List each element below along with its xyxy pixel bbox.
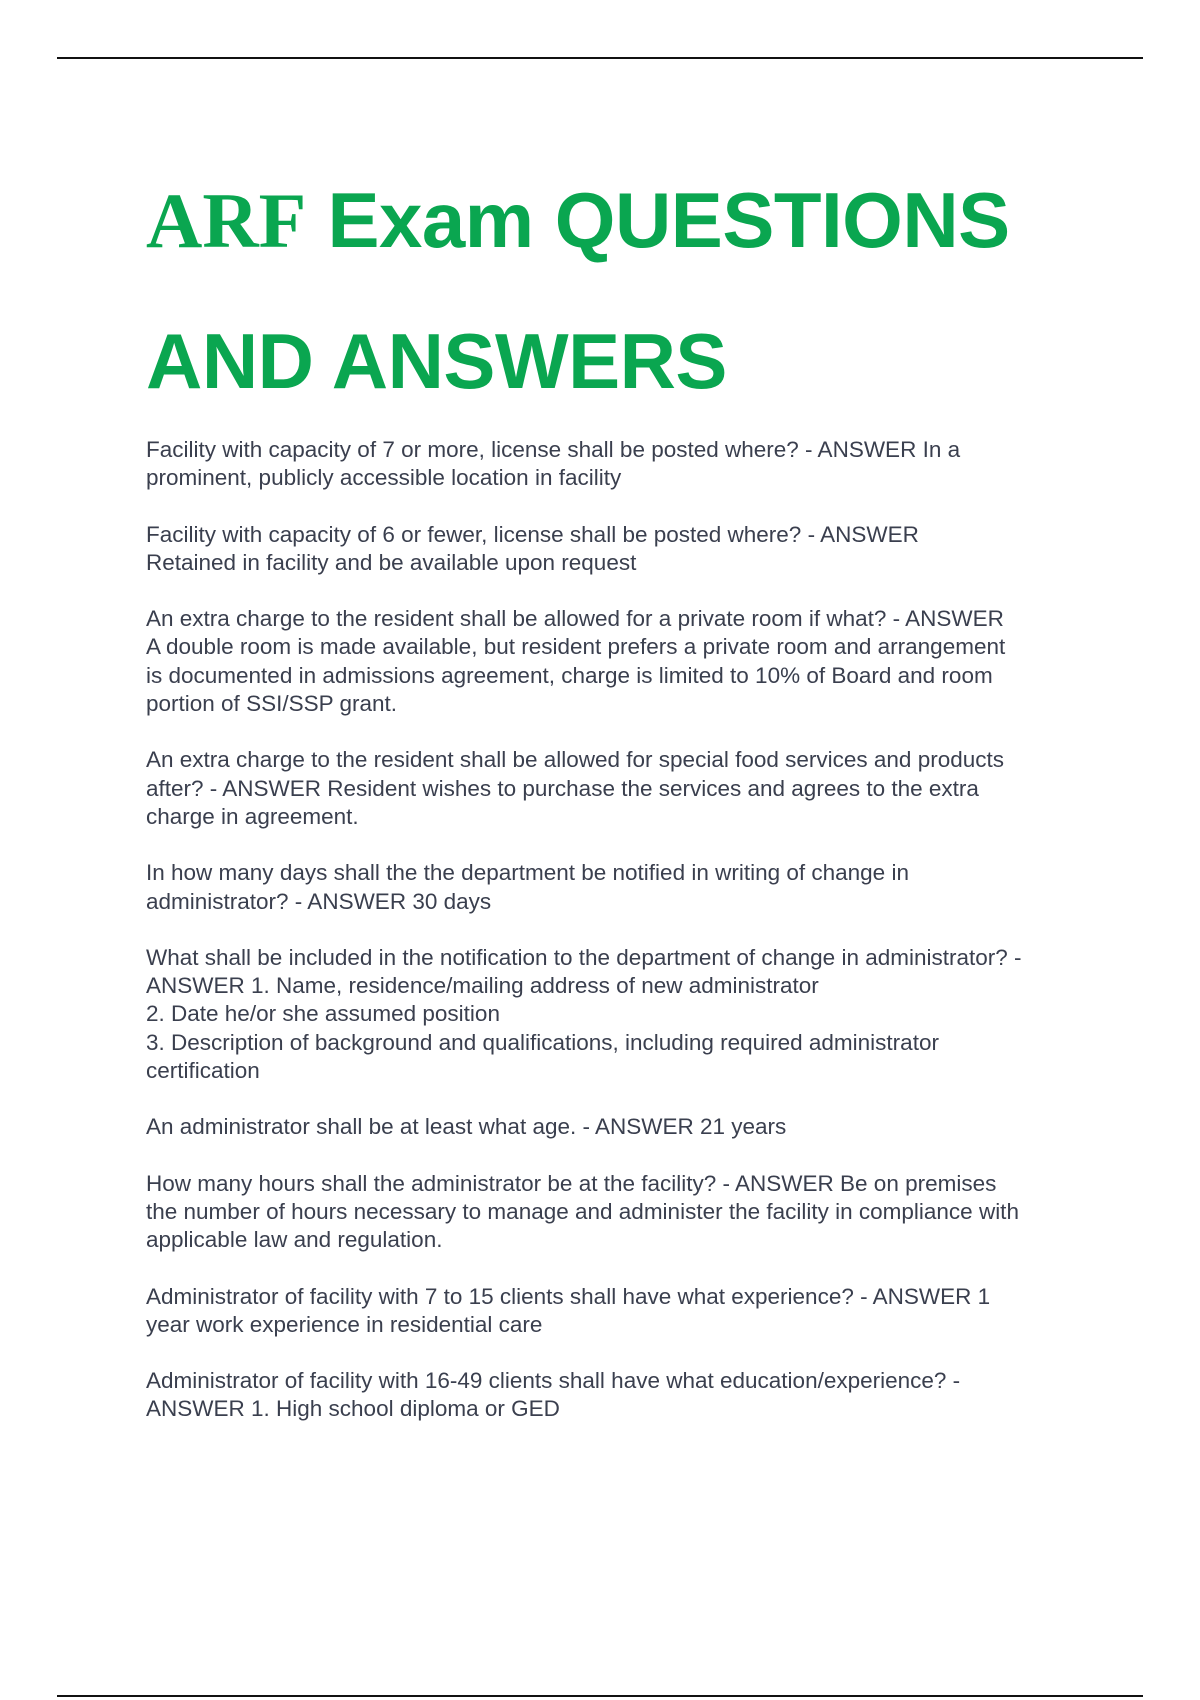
qa-line: charge in agreement. bbox=[146, 803, 359, 829]
qa-item bbox=[146, 746, 1096, 831]
qa-item bbox=[146, 436, 1096, 493]
qa-line: is documented in admissions agreement, charge is limited to 10% of Board and room bbox=[146, 662, 993, 688]
page-title bbox=[146, 150, 1146, 431]
qa-line: 3. Description of background and qualifications, including required administrator bbox=[146, 1029, 939, 1055]
qa-line: year work experience in residential care bbox=[146, 1311, 543, 1337]
qa-line: the number of hours necessary to manage and administer the facility in compliance with bbox=[146, 1198, 1019, 1224]
bottom-rule bbox=[57, 1695, 1143, 1697]
qa-line: ANSWER 1. Name, residence/mailing address of new administrator bbox=[146, 973, 819, 999]
qa-item bbox=[146, 605, 1096, 718]
qa-line: 2. Date he/or she assumed position bbox=[146, 1001, 500, 1027]
title-text-line1: Exam QUESTIONS bbox=[306, 176, 1010, 264]
qa-list bbox=[146, 436, 1096, 1452]
qa-line: Administrator of facility with 7 to 15 clients shall have what experience? - ANSWER 1 bbox=[146, 1283, 991, 1309]
top-rule bbox=[57, 57, 1143, 59]
qa-line: portion of SSI/SSP grant. bbox=[146, 691, 397, 717]
qa-line: An extra charge to the resident shall be allowed for special food services and products bbox=[146, 747, 1004, 773]
qa-line: prominent, publicly accessible location in facility bbox=[146, 465, 622, 491]
qa-item bbox=[146, 521, 1096, 578]
qa-item bbox=[146, 859, 1096, 916]
qa-line: A double room is made available, but resident prefers a private room and arrangement bbox=[146, 634, 1006, 660]
qa-line: administrator? - ANSWER 30 days bbox=[146, 888, 492, 914]
qa-line: How many hours shall the administrator be at the facility? - ANSWER Be on premises bbox=[146, 1170, 997, 1196]
qa-line: Administrator of facility with 16-49 clients shall have what education/experience? - bbox=[146, 1368, 961, 1394]
qa-item bbox=[146, 1367, 1096, 1424]
qa-line: An administrator shall be at least what age. - ANSWER 21 years bbox=[146, 1114, 787, 1140]
qa-item bbox=[146, 1170, 1096, 1255]
qa-line: What shall be included in the notification to the department of change in administrator? - bbox=[146, 944, 1022, 970]
title-text-line2: AND ANSWERS bbox=[146, 317, 727, 405]
qa-line: An extra charge to the resident shall be allowed for a private room if what? - ANSWER bbox=[146, 606, 1004, 632]
qa-line: In how many days shall the the department be notified in writing of change in bbox=[146, 860, 909, 886]
qa-line: certification bbox=[146, 1058, 260, 1084]
qa-line: applicable law and regulation. bbox=[146, 1227, 443, 1253]
qa-item bbox=[146, 1283, 1096, 1340]
qa-line: ANSWER 1. High school diploma or GED bbox=[146, 1396, 560, 1422]
qa-line: Facility with capacity of 6 or fewer, license shall be posted where? - ANSWER bbox=[146, 521, 919, 547]
qa-line: Retained in facility and be available upon request bbox=[146, 549, 637, 575]
qa-line: after? - ANSWER Resident wishes to purchase the services and agrees to the extra bbox=[146, 775, 979, 801]
qa-item bbox=[146, 1113, 1096, 1141]
qa-item bbox=[146, 944, 1096, 1085]
title-acronym: ARF bbox=[146, 177, 307, 264]
qa-line: Facility with capacity of 7 or more, license shall be posted where? - ANSWER In a bbox=[146, 437, 961, 462]
